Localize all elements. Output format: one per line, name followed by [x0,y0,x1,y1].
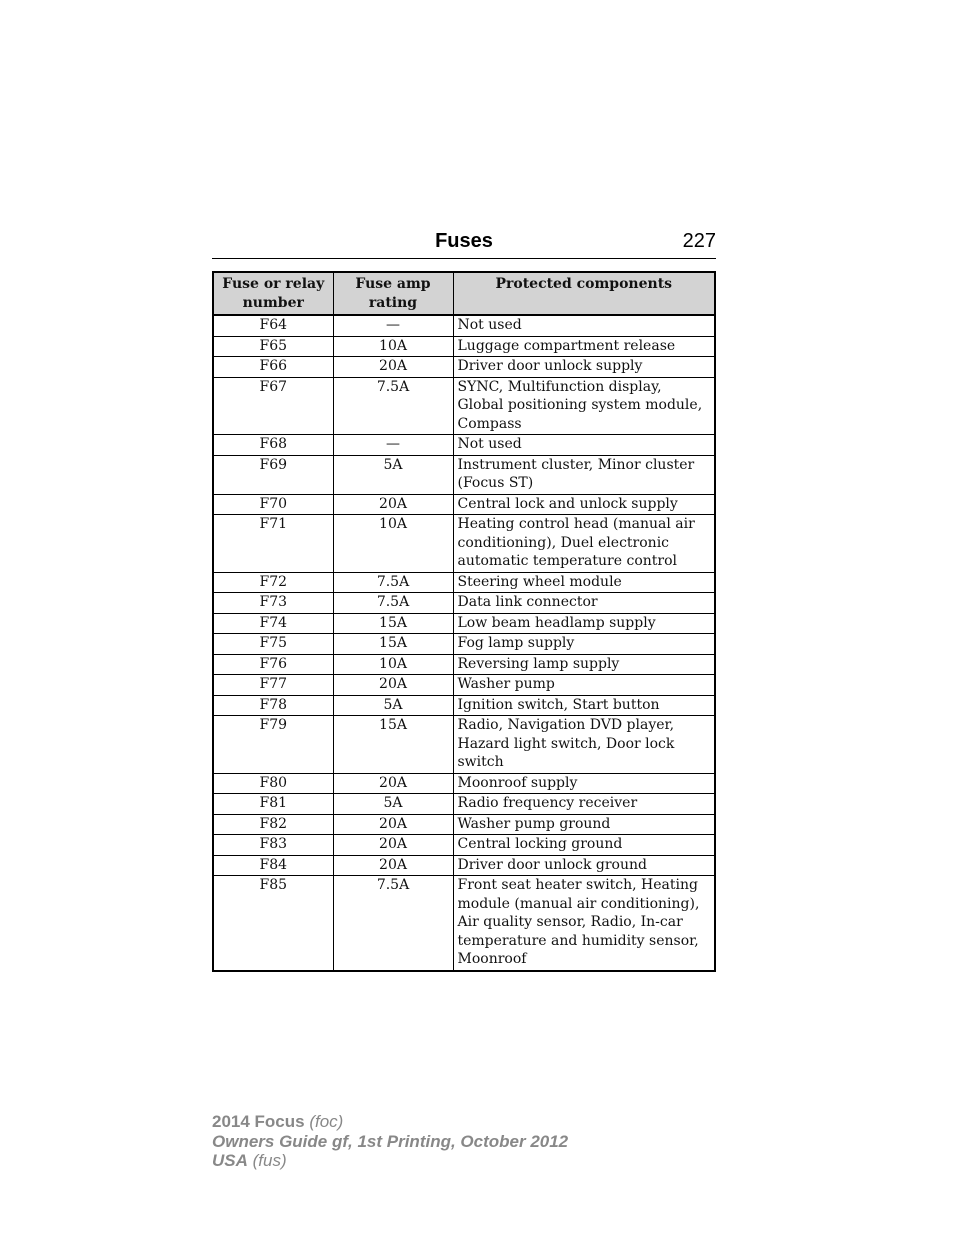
table-row [213,515,715,573]
amp-rating-cell: 20A [333,773,453,794]
fuse-number-cell: F69 [213,455,333,494]
amp-rating-cell: — [333,315,453,336]
fuse-table [212,271,716,972]
section-title: Fuses [435,230,493,252]
amp-rating-cell: 10A [333,515,453,573]
footer-market-line [212,1151,568,1171]
fuse-number-cell: F67 [213,377,333,435]
fuse-table-body [213,315,715,971]
protected-components-cell: Ignition switch, Start button [453,695,715,716]
fuse-number-cell: F79 [213,716,333,774]
amp-rating-cell: 20A [333,855,453,876]
protected-components-cell: Not used [453,315,715,336]
amp-rating-cell: 20A [333,675,453,696]
table-row [213,716,715,774]
protected-components-cell: SYNC, Multifunction display, Global positioning system module, Compass [453,377,715,435]
table-row [213,315,715,336]
protected-components-cell: Instrument cluster, Minor cluster (Focus ST) [453,455,715,494]
table-row [213,855,715,876]
footer-model: 2014 Focus [212,1112,305,1131]
protected-components-cell: Front seat heater switch, Heating module (manual air conditioning), Air quality sensor, Radio, In-car temperature and humidity sensor, Moonroof [453,876,715,971]
table-row [213,377,715,435]
protected-components-cell: Driver door unlock ground [453,855,715,876]
footer-market: USA [212,1151,248,1170]
protected-components-cell: Driver door unlock supply [453,357,715,378]
fuse-number-cell: F77 [213,675,333,696]
amp-rating-cell: — [333,435,453,456]
protected-components-cell: Luggage compartment release [453,336,715,357]
footer-model-code: (foc) [309,1112,344,1131]
protected-components-cell: Heating control head (manual air conditioning), Duel electronic automatic temperature control [453,515,715,573]
amp-rating-cell: 7.5A [333,377,453,435]
amp-rating-cell: 5A [333,695,453,716]
amp-rating-cell: 10A [333,654,453,675]
fuse-number-cell: F81 [213,794,333,815]
page-footer [212,1112,568,1171]
protected-components-cell: Washer pump ground [453,814,715,835]
protected-components-cell: Steering wheel module [453,572,715,593]
table-row [213,634,715,655]
amp-rating-cell: 10A [333,336,453,357]
page-header [212,228,716,259]
amp-rating-cell: 20A [333,814,453,835]
protected-components-cell: Central lock and unlock supply [453,494,715,515]
protected-components-cell: Fog lamp supply [453,634,715,655]
fuse-number-cell: F64 [213,315,333,336]
fuse-number-cell: F70 [213,494,333,515]
table-row [213,613,715,634]
amp-rating-cell: 15A [333,613,453,634]
fuse-number-cell: F85 [213,876,333,971]
footer-model-line [212,1112,568,1132]
table-row [213,773,715,794]
fuse-number-cell: F76 [213,654,333,675]
protected-components-cell: Washer pump [453,675,715,696]
table-row [213,794,715,815]
page-number: 227 [682,230,716,252]
protected-components-cell: Data link connector [453,593,715,614]
table-row [213,654,715,675]
fuse-number-cell: F68 [213,435,333,456]
fuse-number-cell: F72 [213,572,333,593]
table-row [213,572,715,593]
table-row [213,593,715,614]
footer-guide: Owners Guide gf, 1st Printing, October 2012 [212,1131,569,1151]
table-row [213,675,715,696]
amp-rating-cell: 15A [333,716,453,774]
fuse-number-cell: F82 [213,814,333,835]
fuse-number-cell: F71 [213,515,333,573]
table-row [213,876,715,971]
column-header-fuse-number: Fuse or relay number [213,272,333,315]
fuse-number-cell: F84 [213,855,333,876]
footer-market-code: (fus) [252,1151,287,1170]
amp-rating-cell: 5A [333,794,453,815]
fuse-number-cell: F74 [213,613,333,634]
amp-rating-cell: 20A [333,835,453,856]
amp-rating-cell: 20A [333,494,453,515]
fuse-number-cell: F65 [213,336,333,357]
fuse-number-cell: F73 [213,593,333,614]
table-row [213,814,715,835]
amp-rating-cell: 5A [333,455,453,494]
amp-rating-cell: 20A [333,357,453,378]
table-header-row [213,272,715,315]
column-header-protected-components: Protected components [453,272,715,315]
amp-rating-cell: 15A [333,634,453,655]
table-row [213,695,715,716]
table-row [213,336,715,357]
table-row [213,435,715,456]
table-row [213,494,715,515]
amp-rating-cell: 7.5A [333,876,453,971]
protected-components-cell: Central locking ground [453,835,715,856]
column-header-amp-rating: Fuse amp rating [333,272,453,315]
amp-rating-cell: 7.5A [333,572,453,593]
fuse-number-cell: F75 [213,634,333,655]
amp-rating-cell: 7.5A [333,593,453,614]
fuse-number-cell: F78 [213,695,333,716]
table-row [213,357,715,378]
protected-components-cell: Radio frequency receiver [453,794,715,815]
protected-components-cell: Radio, Navigation DVD player, Hazard light switch, Door lock switch [453,716,715,774]
fuse-number-cell: F66 [213,357,333,378]
fuse-number-cell: F83 [213,835,333,856]
table-row [213,835,715,856]
protected-components-cell: Low beam headlamp supply [453,613,715,634]
protected-components-cell: Reversing lamp supply [453,654,715,675]
protected-components-cell: Not used [453,435,715,456]
table-row [213,455,715,494]
protected-components-cell: Moonroof supply [453,773,715,794]
fuse-number-cell: F80 [213,773,333,794]
